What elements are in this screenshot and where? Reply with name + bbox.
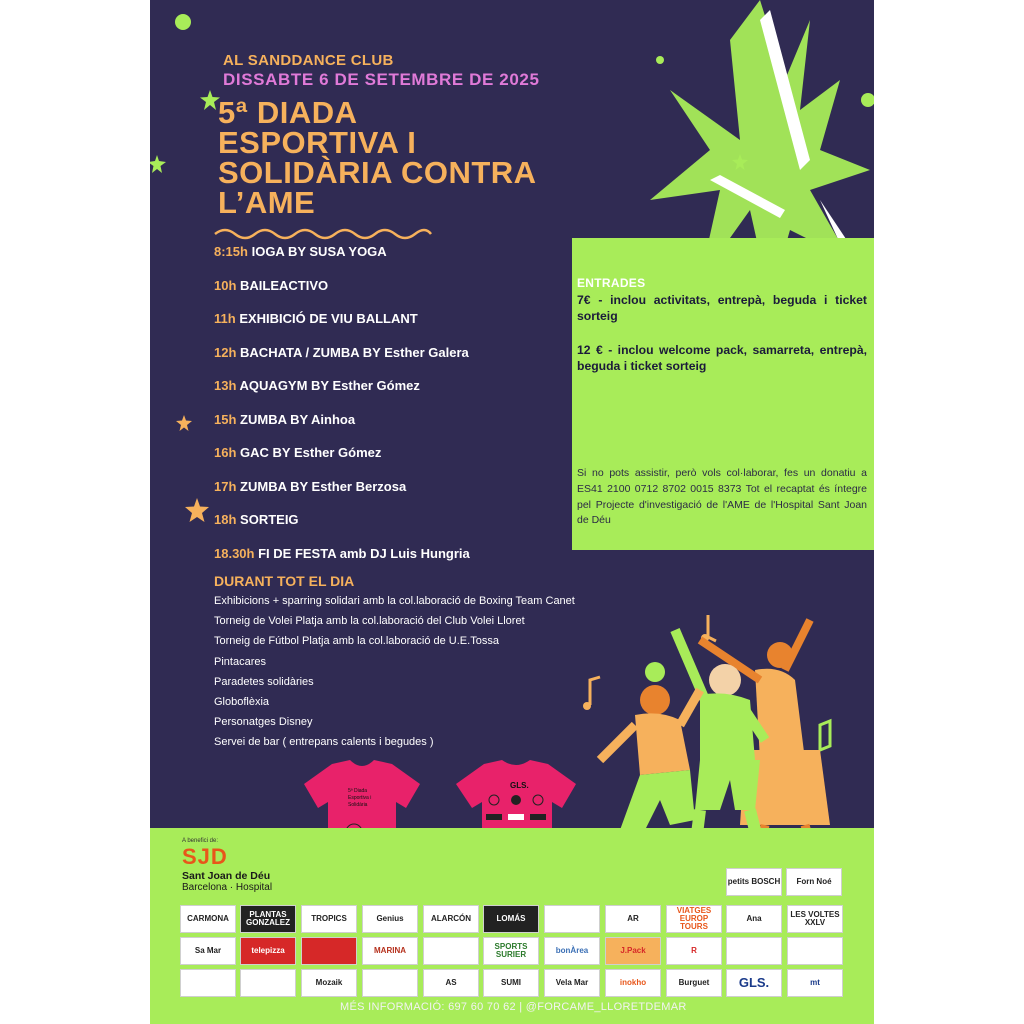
sponsor-logo: AS [423, 969, 479, 997]
schedule-item [214, 378, 594, 412]
sponsor-logo: R [666, 937, 722, 965]
sponsor-logo [240, 969, 296, 997]
page-title [218, 95, 537, 220]
schedule-item [214, 278, 594, 312]
shirt-text: Esportiva i [348, 795, 372, 801]
list-item: Globoflèxia [214, 695, 270, 708]
schedule-activity: SORTEIG [240, 512, 299, 527]
sponsor-logo: GLS. [726, 969, 782, 997]
title-line: 5ª DIADA [218, 95, 358, 130]
schedule-activity: ZUMBA BY Ainhoa [240, 411, 356, 427]
schedule-time: 16h [214, 445, 237, 460]
schedule-time: 10h [214, 277, 237, 293]
sponsor-logo [301, 937, 357, 965]
schedule-activity: BACHATA / ZUMBA BY Esther Galera [240, 344, 469, 360]
sponsor-logo: VIATGES EUROP TOURS [666, 905, 722, 933]
sponsor-logo: inokho [605, 969, 661, 997]
schedule-item [214, 345, 594, 379]
sponsor-logo [726, 937, 782, 965]
ticket-option: 7€ - inclou activitats, entrepà, beguda i ticket sorteig [577, 293, 867, 323]
star-icon [185, 498, 209, 522]
schedule-time: 17h [214, 478, 237, 494]
list-item: Torneig de Volei Platja amb la col.laboració del Club Volei Lloret [214, 615, 525, 628]
sponsor-logo [362, 969, 418, 997]
schedule-activity: FI DE FESTA amb DJ Luis Hungria [258, 545, 470, 561]
schedule-activity: GAC BY Esther Gómez [240, 445, 382, 460]
sponsor-logo: TROPICS [301, 905, 357, 933]
schedule-activity: IOGA BY SUSA YOGA [251, 244, 387, 259]
all-day-list [214, 595, 575, 757]
ticket-option: 12 € - inclou welcome pack, samarreta, entrepà, beguda i ticket sorteig [577, 343, 867, 373]
wave-decoration [213, 226, 433, 242]
sponsor-logo: AR [605, 905, 661, 933]
beneficiary-sub: Barcelona · Hospital [182, 882, 273, 893]
sponsor-logo: telepizza [240, 937, 296, 965]
sponsor-logo: mt [787, 969, 843, 997]
title-line: L’AME [218, 185, 316, 220]
list-item: Torneig de Fútbol Platja amb la col.laboració de U.E.Tossa [214, 635, 499, 648]
sponsor-logo: LES VOLTES XXLV [787, 905, 843, 933]
beneficiary-caption: A benefici de: [182, 838, 219, 844]
schedule-time: 12h [214, 344, 237, 360]
schedule-item [214, 311, 594, 345]
sponsor-logo: petits BOSCH [726, 868, 782, 896]
beneficiary-abbr: SJD [182, 844, 228, 869]
dot-decoration [168, 8, 198, 38]
star-icon [732, 154, 748, 170]
schedule-list [214, 244, 594, 579]
sponsor-logo [787, 937, 843, 965]
sponsor-logo: Vela Mar [544, 969, 600, 997]
list-item: Personatges Disney [214, 716, 313, 729]
donation-text: Si no pots assistir, però vols col·laborar, fes un donatiu a ES41 2100 0712 8702 0015 8373 Tot el recaptat és íntegre pel Projecte d'investigació de l'AME de l'Hospital Sant Joan de Déu [577, 467, 867, 527]
schedule-time: 18h [214, 512, 237, 527]
list-item: Exhibicions + sparring solidari amb la col.laboració de Boxing Team Canet [214, 595, 575, 607]
beneficiary-name: Sant Joan de Déu [182, 870, 271, 882]
sponsor-logo: MARINA [362, 937, 418, 965]
shirt-text: 5ª Diada [348, 788, 368, 794]
list-item: Pintacares [214, 655, 266, 668]
schedule-item [214, 412, 594, 446]
tickets-box [572, 238, 874, 550]
star-icon [176, 415, 192, 431]
sponsor-logo [544, 905, 600, 933]
sponsor-logo: PLANTAS GONZALEZ [240, 905, 296, 933]
sponsor-logo: Mozaik [301, 969, 357, 997]
sponsor-logo: SPORTS SURIER [483, 937, 539, 965]
list-item: Paradetes solidàries [214, 675, 314, 688]
sponsor-logo: Sa Mar [180, 937, 236, 965]
tickets-heading: ENTRADES [577, 276, 646, 290]
star-icon [150, 155, 166, 173]
schedule-item [214, 244, 594, 278]
schedule-item [214, 512, 594, 546]
sponsor-logo: CARMONA [180, 905, 236, 933]
sponsor-logo: ALARCÓN [423, 905, 479, 933]
schedule-activity: ZUMBA BY Esther Berzosa [240, 478, 407, 494]
sponsor-logo: LOMÁS [483, 905, 539, 933]
poster [150, 0, 874, 1024]
schedule-item [214, 479, 594, 513]
schedule-time: 11h [214, 311, 236, 326]
shirt-text: Solidària [348, 802, 368, 808]
sponsor-logo: Genius [362, 905, 418, 933]
sponsor-logo: J.Pack [605, 937, 661, 965]
sponsor-logo [180, 969, 236, 997]
sponsor-logo: Ana [726, 905, 782, 933]
schedule-item [214, 445, 594, 479]
sponsor-logo: Forn Noé [786, 868, 842, 896]
schedule-time: 13h [214, 378, 237, 393]
schedule-activity: BAILEACTIVO [240, 277, 329, 293]
sponsor-logo: SUMI [483, 969, 539, 997]
schedule-activity: EXHIBICIÓ DE VIU BALLANT [239, 311, 418, 326]
schedule-time: 8:15h [214, 244, 248, 259]
sponsor-logo: bonÀrea [544, 937, 600, 965]
shirt-text: GLS. [510, 781, 529, 790]
title-line: ESPORTIVA I [218, 125, 417, 160]
star-icon [200, 90, 220, 110]
footer-contact: MÉS INFORMACIÓ: 697 60 70 62 | @FORCAME_LLORETDEMAR [340, 1001, 687, 1013]
schedule-activity: AQUAGYM BY Esther Gómez [239, 378, 420, 393]
list-item: Servei de bar ( entrepans calents i begudes ) [214, 736, 434, 749]
schedule-time: 15h [214, 411, 237, 427]
sponsor-logo [423, 937, 479, 965]
schedule-time: 18.30h [214, 545, 255, 561]
event-date: DISSABTE 6 DE SETEMBRE DE 2025 [223, 70, 540, 89]
title-line: SOLIDÀRIA CONTRA [218, 155, 537, 190]
all-day-heading: DURANT TOT EL DIA [214, 573, 355, 589]
venue: AL SANDDANCE CLUB [223, 52, 394, 69]
dancers-illustration [580, 610, 840, 860]
sponsor-logo: Burguet [666, 969, 722, 997]
beneficiary-logo [182, 838, 272, 893]
